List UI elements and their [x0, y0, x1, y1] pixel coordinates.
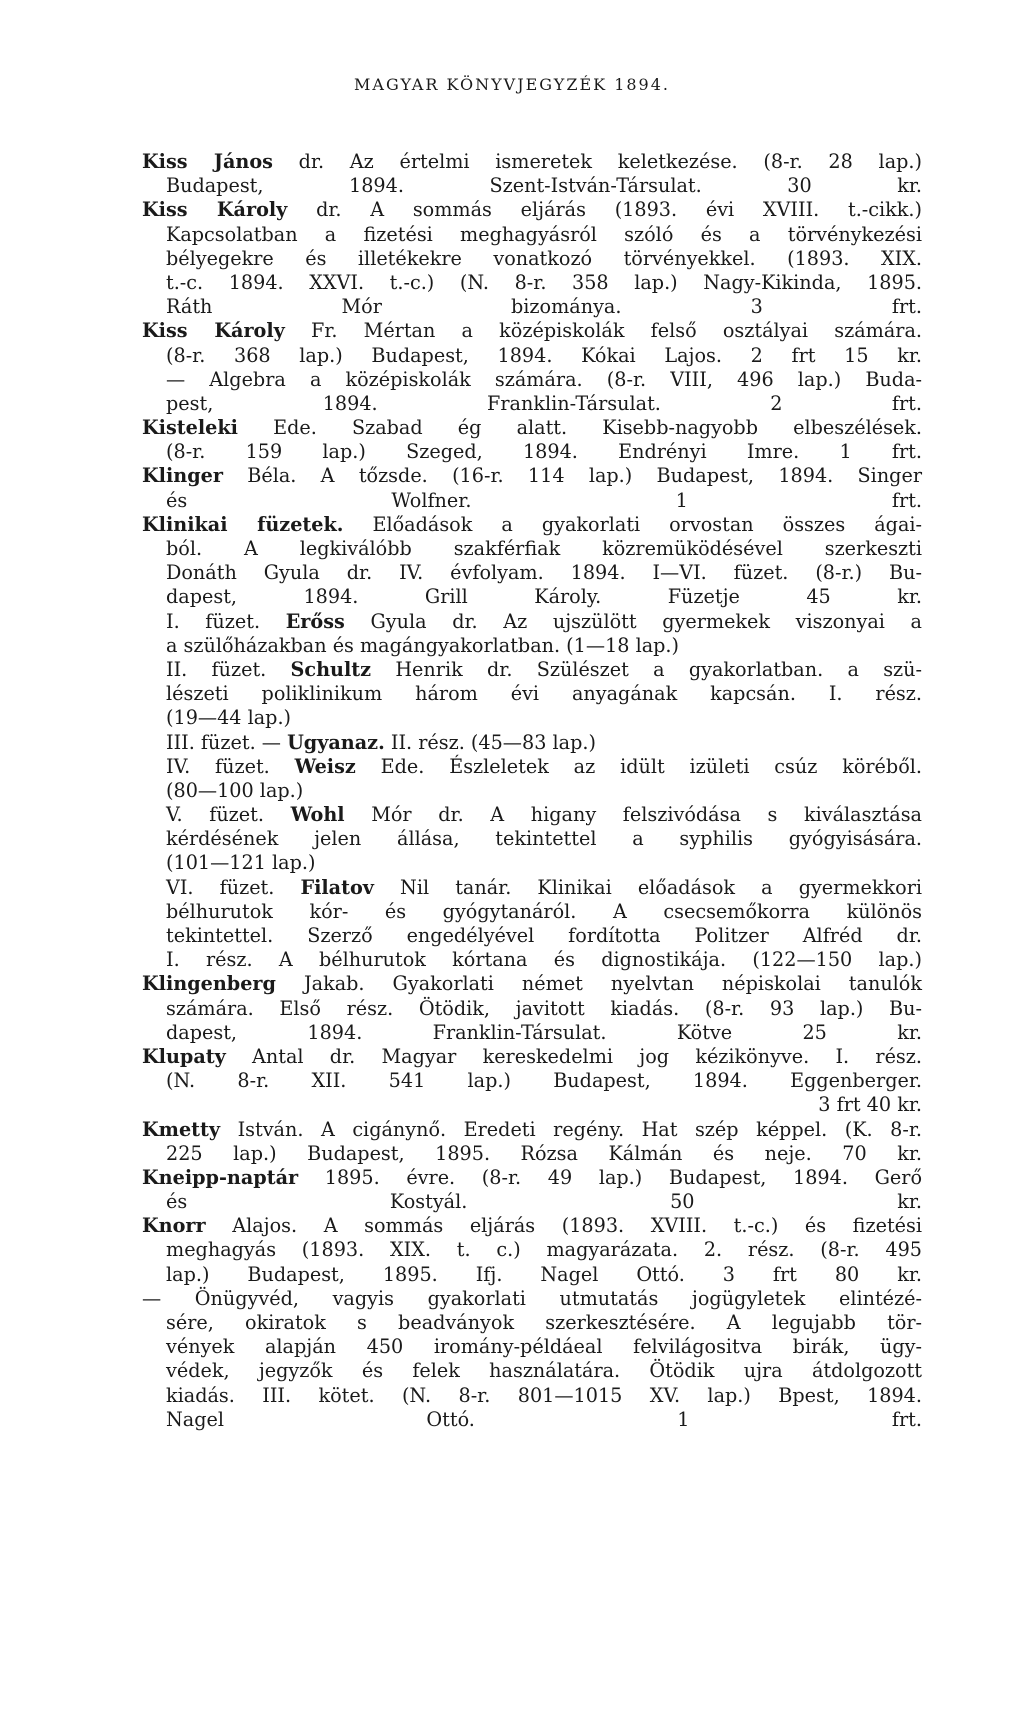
- entry-text: I. füzet.: [166, 609, 286, 633]
- entry-text: I. rész. A bélhurutok kórtana és dignostikája. (122—150 lap.): [166, 948, 922, 972]
- text-line: [142, 1287, 922, 1311]
- entry-text: III. füzet. —: [166, 730, 288, 754]
- entry-text: dr. A sommás eljárás (1893. évi XVIII. t.-cikk.): [287, 198, 922, 222]
- entry-text: kérdésének jelen állása, tekintettel a syphilis gyógyisására.: [166, 827, 922, 851]
- entry-heading: Ugyanaz.: [287, 730, 385, 754]
- entry-text: Antal dr. Magyar kereskedelmi jog kézikönyve. I. rész.: [225, 1044, 922, 1068]
- entry-heading: Erőss: [285, 609, 345, 633]
- entry-text: számára. Első rész. Ötödik, javitott kiadás. (8-r. 93 lap.) Bu-: [166, 996, 922, 1020]
- text-line: [142, 1069, 922, 1093]
- entry-text: Ede. Szabad ég alatt. Kisebb-nagyobb elbeszélések.: [237, 416, 922, 440]
- entry-text: lap.) Budapest, 1895. Ifj. Nagel Ottó. 3 frt 80 kr.: [166, 1262, 922, 1286]
- text-line: [142, 803, 922, 827]
- entry-heading: Filatov: [300, 875, 374, 899]
- entry-text: dapest, 1894. Grill Károly. Füzetje 45 kr.: [166, 585, 922, 609]
- entry-text: Mór dr. A higany felszivódása s kiválasztása: [344, 803, 922, 827]
- entry-text: Alajos. A sommás eljárás (1893. XVIII. t.-c.) és fizetési: [205, 1214, 922, 1238]
- entry-text: tekintettel. Szerző engedélyével fordította Politzer Alfréd dr.: [166, 924, 922, 947]
- entry-heading: Wohl: [290, 803, 345, 827]
- text-line: [142, 585, 922, 609]
- entry-text: Donáth Gyula dr. IV. évfolyam. 1894. I—VI. füzet. (8-r.) Bu-: [166, 561, 922, 585]
- entry-text: VI. füzet.: [166, 875, 301, 899]
- text-line: [142, 1045, 922, 1069]
- entry-text: és Wolfner. 1 frt.: [166, 488, 922, 512]
- entry-text: t.-c. 1894. XXVI. t.-c.) (N. 8-r. 358 lap.) Nagy-Kikinda, 1895.: [166, 270, 922, 294]
- entry-heading: Klupaty: [142, 1044, 226, 1068]
- text-line: [142, 779, 922, 803]
- entry-text: Jakab. Gyakorlati német nyelvtan népiskolai tanulók: [275, 972, 922, 996]
- text-line: [142, 416, 922, 440]
- entry-text: Ede. Észleletek az idült izületi csúz köréből.: [355, 754, 922, 778]
- text-line: [142, 368, 922, 392]
- text-line: [142, 731, 922, 755]
- entry-text: (19—44 lap.): [166, 706, 292, 730]
- text-line: [142, 972, 922, 996]
- catalog-entries: [142, 150, 922, 1432]
- text-line: [142, 610, 922, 634]
- entry-text: (N. 8-r. XII. 541 lap.) Budapest, 1894. Eggenberger.: [166, 1069, 922, 1093]
- entry-text: István. A cigánynő. Eredeti regény. Hat szép képpel. (K. 8-r.: [220, 1117, 922, 1141]
- text-line: [142, 682, 922, 706]
- text-line: [142, 561, 922, 585]
- entry-text: IV. füzet.: [166, 754, 295, 778]
- entry-heading: Weisz: [294, 754, 356, 778]
- entry-heading: Kisteleki: [142, 416, 238, 440]
- text-line: [142, 755, 922, 779]
- text-line: [142, 271, 922, 295]
- text-line: [142, 198, 922, 222]
- entry-text: (80—100 lap.): [166, 778, 304, 802]
- entry-text: védek, jegyzők és felek használatára. Ötödik ujra átdolgozott: [166, 1359, 922, 1383]
- text-line: [142, 489, 922, 513]
- text-line: [142, 634, 922, 658]
- entry-text: dapest, 1894. Franklin-Társulat. Kötve 25 kr.: [166, 1020, 922, 1044]
- entry-heading: Kiss Károly: [142, 198, 288, 222]
- text-line: [142, 1214, 922, 1238]
- text-line: [142, 1335, 922, 1359]
- entry-heading: Klinikai füzetek.: [142, 512, 344, 536]
- entry-text: bélyegekre és illetékekre vonatkozó törvényekkel. (1893. XIX.: [166, 246, 922, 270]
- text-line: [142, 997, 922, 1021]
- entry-text: 225 lap.) Budapest, 1895. Rózsa Kálmán és neje. 70 kr.: [166, 1141, 922, 1165]
- entry-text: kiadás. III. kötet. (N. 8-r. 801—1015 XV. lap.) Bpest, 1894.: [166, 1383, 922, 1407]
- entry-text: Előadások a gyakorlati orvostan összes ágai-: [343, 512, 923, 536]
- text-line: [142, 1238, 922, 1262]
- entry-text: V. füzet.: [166, 803, 291, 827]
- entry-text: bélhurutok kór- és gyógytanáról. A csecsemőkorra különös: [166, 899, 922, 923]
- text-line: [142, 319, 922, 343]
- entry-text: — Algebra a középiskolák számára. (8-r. VIII, 496 lap.) Buda-: [166, 367, 922, 391]
- entry-text: dr. Az értelmi ismeretek keletkezése. (8-r. 28 lap.): [272, 150, 922, 173]
- text-line: [142, 174, 922, 198]
- text-line: [142, 1021, 922, 1045]
- text-line: [142, 1359, 922, 1383]
- entry-text: (101—121 lap.): [166, 851, 316, 875]
- entry-text: Kapcsolatban a fizetési meghagyásról szóló és a törvénykezési: [166, 222, 922, 246]
- text-line: [142, 658, 922, 682]
- text-line: [142, 1142, 922, 1166]
- entry-text: meghagyás (1893. XIX. t. c.) magyarázata. 2. rész. (8-r. 495: [166, 1238, 922, 1262]
- entry-text: lészeti poliklinikum három évi anyagának kapcsán. I. rész.: [166, 682, 922, 706]
- text-line: [142, 851, 922, 875]
- entry-heading: Klingenberg: [142, 972, 276, 996]
- text-line: [142, 440, 922, 464]
- text-line: [142, 1093, 922, 1117]
- entry-heading: Knorr: [142, 1214, 206, 1238]
- text-line: [142, 924, 922, 948]
- entry-heading: Schultz: [290, 657, 372, 681]
- text-line: [142, 1263, 922, 1287]
- text-line: [142, 1408, 922, 1432]
- entry-heading: Kiss Károly: [142, 319, 285, 343]
- text-line: [142, 1384, 922, 1408]
- text-line: [142, 948, 922, 972]
- entry-text: Béla. A tőzsde. (16-r. 114 lap.) Budapest, 1894. Singer: [222, 464, 922, 488]
- entry-heading: Klinger: [142, 464, 223, 488]
- entry-text: Fr. Mértan a középiskolák felső osztályai számára.: [284, 319, 922, 343]
- text-line: [142, 900, 922, 924]
- text-line: [142, 392, 922, 416]
- entry-text: ból. A legkiválóbb szakférfiak közremüködésével szerkeszti: [166, 537, 922, 560]
- text-line: [142, 1190, 922, 1214]
- entry-text: II. füzet.: [166, 657, 291, 681]
- entry-text: (8-r. 159 lap.) Szeged, 1894. Endrényi Imre. 1 frt.: [166, 440, 922, 464]
- entry-text: Nil tanár. Klinikai előadások a gyermekkori: [373, 875, 923, 899]
- text-line: [142, 537, 922, 561]
- entry-text: Gyula dr. Az ujszülött gyermekek viszonyai a: [344, 609, 922, 633]
- text-line: [142, 223, 922, 247]
- text-line: [142, 706, 922, 730]
- text-line: [142, 513, 922, 537]
- text-line: [142, 1118, 922, 1142]
- entry-heading: Kmetty: [142, 1117, 221, 1141]
- entry-text: Budapest, 1894. Szent-István-Társulat. 30 kr.: [166, 174, 922, 198]
- text-line: [142, 150, 922, 174]
- page-header: MAGYAR KÖNYVJEGYZÉK 1894.: [354, 75, 670, 94]
- entry-text: Ráth Mór bizománya. 3 frt.: [166, 295, 922, 319]
- entry-text: pest, 1894. Franklin-Társulat. 2 frt.: [166, 391, 922, 415]
- entry-text: Nagel Ottó. 1 frt.: [166, 1407, 922, 1431]
- text-line: [142, 247, 922, 271]
- entry-text: sére, okiratok s beadványok szerkesztésére. A legujabb tör-: [166, 1311, 922, 1334]
- text-line: [142, 344, 922, 368]
- entry-text: II. rész. (45—83 lap.): [384, 730, 596, 754]
- entry-text: 3 frt 40 kr.: [818, 1093, 922, 1117]
- entry-text: a szülőházakban és magángyakorlatban. (1—18 lap.): [166, 633, 680, 657]
- entry-text: Henrik dr. Szülészet a gyakorlatban. a szü-: [371, 657, 922, 681]
- text-line: [142, 464, 922, 488]
- entry-text: (8-r. 368 lap.) Budapest, 1894. Kókai Lajos. 2 frt 15 kr.: [166, 343, 922, 367]
- text-line: [142, 827, 922, 851]
- text-line: [142, 876, 922, 900]
- entry-heading: Kiss János: [142, 150, 273, 173]
- entry-text: — Önügyvéd, vagyis gyakorlati utmutatás jogügyletek elintézé-: [142, 1286, 922, 1310]
- entry-heading: Kneipp-naptár: [142, 1165, 299, 1189]
- entry-text: vények alapján 450 iromány-példáeal felvilágositva birák, ügy-: [166, 1335, 922, 1359]
- entry-text: és Kostyál. 50 kr.: [166, 1190, 922, 1214]
- text-line: [142, 1166, 922, 1190]
- text-line: [142, 295, 922, 319]
- entry-text: 1895. évre. (8-r. 49 lap.) Budapest, 1894. Gerő: [298, 1165, 922, 1189]
- text-line: [142, 1311, 922, 1335]
